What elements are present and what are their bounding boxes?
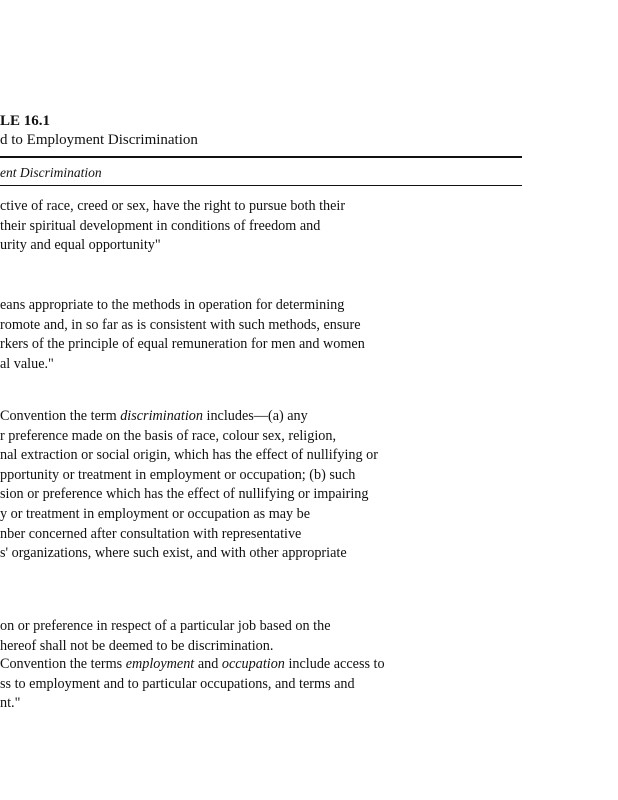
header-rule [0,185,522,186]
text-segment: includes—(a) any [202,408,308,424]
text-line [0,655,385,675]
emphasis-term: occupation [221,656,285,672]
paragraph-1 [0,197,345,256]
table-top-rule [0,156,522,158]
text-line [0,407,378,427]
text-line: al value." [0,355,54,372]
text-line: eans appropriate to the methods in operation for determining [0,297,345,313]
text-segment: and [194,656,222,672]
paragraph-5 [0,655,385,714]
column-header: ent Discrimination [0,165,102,180]
text-line: rkers of the principle of equal remuneration for men and women [0,336,365,353]
text-line: y or treatment in employment or occupation as may be [0,505,311,522]
text-line: ss to employment and to particular occupations, and terms and [0,675,355,692]
text-line: sion or preference which has the effect of nullifying or impairing [0,486,369,503]
table-caption: d to Employment Discrimination [0,132,198,148]
emphasis-term: discrimination [120,408,203,424]
text-line: on or preference in respect of a particular job based on the [0,618,331,634]
table-label: LE 16.1 [0,113,51,129]
text-line: nber concerned after consultation with representative [0,525,302,542]
text-segment: Convention the terms [0,656,126,672]
text-line: romote and, in so far as is consistent with such methods, ensure [0,316,361,333]
text-line: nt." [0,695,21,712]
text-segment: include access to [284,656,385,672]
text-segment: Convention the term [0,408,121,424]
text-line: pportunity or treatment in employment or occupation; (b) such [0,466,356,483]
emphasis-term: employment [125,656,195,672]
text-line: s' organizations, where such exist, and with other appropriate [0,545,347,562]
paragraph-3 [0,407,378,564]
text-line: urity and equal opportunity" [0,237,161,254]
paragraph-4 [0,617,331,656]
text-line: hereof shall not be deemed to be discrimination. [0,637,274,654]
text-line: their spiritual development in conditions of freedom and [0,217,321,234]
text-line: r preference made on the basis of race, colour sex, religion, [0,427,337,444]
text-line: ctive of race, creed or sex, have the right to pursue both their [0,198,346,214]
text-line: nal extraction or social origin, which has the effect of nullifying or [0,447,378,464]
paragraph-2 [0,296,365,374]
